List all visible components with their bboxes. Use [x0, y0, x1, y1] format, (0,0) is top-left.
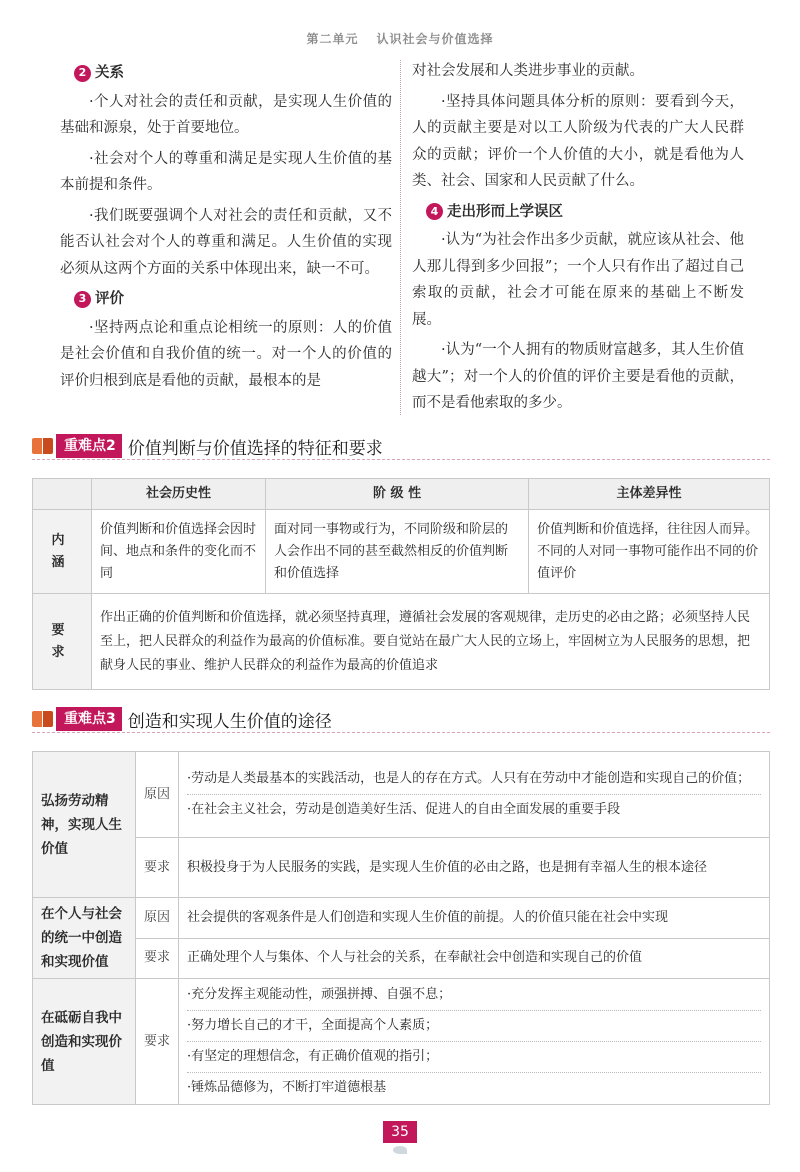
table-row [33, 979, 770, 1105]
section-badge: 重难点2 [56, 434, 122, 458]
table-cell: 面对同一事物或行为，不同阶级和阶层的人会作出不同的甚至截然相反的价值判断和价值选择 [266, 510, 529, 594]
section-title: 创造和实现人生价值的途径 [127, 711, 332, 732]
bullet-item: ·劳动是人类最基本的实践活动，也是人的存在方式。人只有在劳动中才能创造和实现自己的价值； [187, 771, 751, 786]
sub-label: 要求 [136, 938, 179, 979]
sub-label: 原因 [136, 752, 179, 838]
bullet-item: ·在社会主义社会，劳动是创造美好生活、促进人的自由全面发展的重要手段 [187, 802, 621, 817]
running-header [0, 30, 800, 47]
bullet-item: ·有坚定的理想信念，有正确价值观的指引； [187, 1049, 439, 1064]
paragraph: ·我们既要强调个人对社会的责任和贡献，又不能否认社会对个人的尊重和满足。人生价值的实现必须从这两个方面的关系中体现出来，缺一不可。 [60, 207, 392, 277]
category-cell: 在砥砺自我中创造和实现价值 [33, 979, 136, 1105]
sub-label: 原因 [136, 898, 179, 939]
section-badge: 重难点3 [56, 707, 122, 731]
table-row [33, 510, 770, 594]
table-cell: 价值判断和价值选择，往往因人而异。不同的人对同一事物可能作出不同的价值评价 [529, 510, 770, 594]
number-badge: 4 [426, 203, 443, 220]
row-header: 要 求 [33, 594, 92, 690]
table-cell: 积极投身于为人民服务的实践，是实现人生价值的必由之路，也是拥有幸福人生的根本途径 [179, 838, 770, 898]
book-icon [32, 709, 54, 729]
life-value-paths-table [32, 751, 770, 1105]
table-row [33, 838, 770, 898]
subhead-relation [74, 60, 392, 87]
dotted-separator [187, 1041, 761, 1042]
bullet-item: ·充分发挥主观能动性，顽强拼搏、自强不息； [187, 987, 452, 1002]
section-heading-3 [32, 706, 332, 732]
section-heading-2 [32, 433, 383, 459]
category-cell: 在个人与社会的统一中创造和实现价值 [33, 898, 136, 979]
paragraph: ·坚持两点论和重点论相统一的原则：人的价值是社会价值和自我价值的统一。对一个人的价值的评价归根到底是看他的贡献，最根本的是 [60, 319, 392, 389]
number-badge: 3 [74, 291, 91, 308]
sub-label: 要求 [136, 979, 179, 1105]
section-divider [32, 459, 770, 460]
table-cell: 价值判断和价值选择会因时间、地点和条件的变化而不同 [92, 510, 266, 594]
unit-title: 认识社会与价值选择 [376, 32, 494, 46]
book-icon [32, 436, 54, 456]
table-row [33, 898, 770, 939]
subhead-title: 关系 [95, 65, 124, 81]
col-header: 阶 级 性 [266, 479, 529, 510]
paragraph: ·个人对社会的责任和贡献，是实现人生价值的基础和源泉，处于首要地位。 [60, 93, 392, 136]
paragraph-continuation: 对社会发展和人类进步事业的贡献。 [412, 63, 644, 79]
column-divider [400, 60, 401, 415]
bullet-item: ·锤炼品德修为，不断打牢道德根基 [187, 1080, 387, 1095]
page-number: 35 [383, 1121, 417, 1143]
paragraph: ·认为“一个人拥有的物质财富越多，其人生价值越大”；对一个人的价值的评价主要是看他的贡献，而不是看他索取的多少。 [412, 342, 744, 411]
col-header: 主体差异性 [529, 479, 770, 510]
subhead-misconceptions [426, 199, 744, 226]
table-row [33, 752, 770, 838]
subhead-title: 评价 [95, 291, 124, 307]
unit-label: 第二单元 [306, 32, 359, 46]
sub-label: 要求 [136, 838, 179, 898]
row-header: 内 涵 [33, 510, 92, 594]
subhead-title: 走出形而上学误区 [447, 203, 563, 220]
dotted-separator [187, 1072, 761, 1073]
right-column [412, 58, 744, 421]
table-cell [179, 752, 770, 838]
table-cell [179, 979, 770, 1105]
table-row [33, 938, 770, 979]
table-header-row [33, 479, 770, 510]
table-cell: 正确处理个人与集体、个人与社会的关系，在奉献社会中创造和实现自己的价值 [179, 938, 770, 979]
dotted-separator [187, 794, 761, 795]
bird-icon [393, 1146, 407, 1154]
table-cell: 作出正确的价值判断和价值选择，就必须坚持真理，遵循社会发展的客观规律，走历史的必由之路；必须坚持人民至上，把人民群众的利益作为最高的价值标准。要自觉站在最广大人民的立场上，牢固树立为人民服务的思想，把献身人民的事业、维护人民群众的利益作为最高的价值追求 [92, 594, 770, 690]
corner-cell [33, 479, 92, 510]
value-judgment-table [32, 478, 770, 690]
subhead-evaluation [74, 286, 392, 313]
bullet-item: ·努力增长自己的才干，全面提高个人素质； [187, 1018, 439, 1033]
col-header: 社会历史性 [92, 479, 266, 510]
category-cell: 弘扬劳动精神，实现人生价值 [33, 752, 136, 898]
dotted-separator [187, 1010, 761, 1011]
paragraph: ·社会对个人的尊重和满足是实现人生价值的基本前提和条件。 [60, 150, 392, 193]
left-column [60, 58, 392, 398]
paragraph: ·认为“为社会作出多少贡献，就应该从社会、他人那儿得到多少回报”；一个人只有作出了超过自己索取的贡献，社会才可能在原来的基础上不断发展。 [412, 232, 744, 328]
number-badge: 2 [74, 65, 91, 82]
paragraph: ·坚持具体问题具体分析的原则：要看到今天，人的贡献主要是对以工人阶级为代表的广大人民群众的贡献；评价一个人价值的大小，就是看他为人类、社会、国家和人民贡献了什么。 [412, 93, 744, 189]
section-divider [32, 732, 770, 733]
table-cell: 社会提供的客观条件是人们创造和实现人生价值的前提。人的价值只能在社会中实现 [179, 898, 770, 939]
section-title: 价值判断与价值选择的特征和要求 [127, 438, 383, 459]
table-row [33, 594, 770, 690]
